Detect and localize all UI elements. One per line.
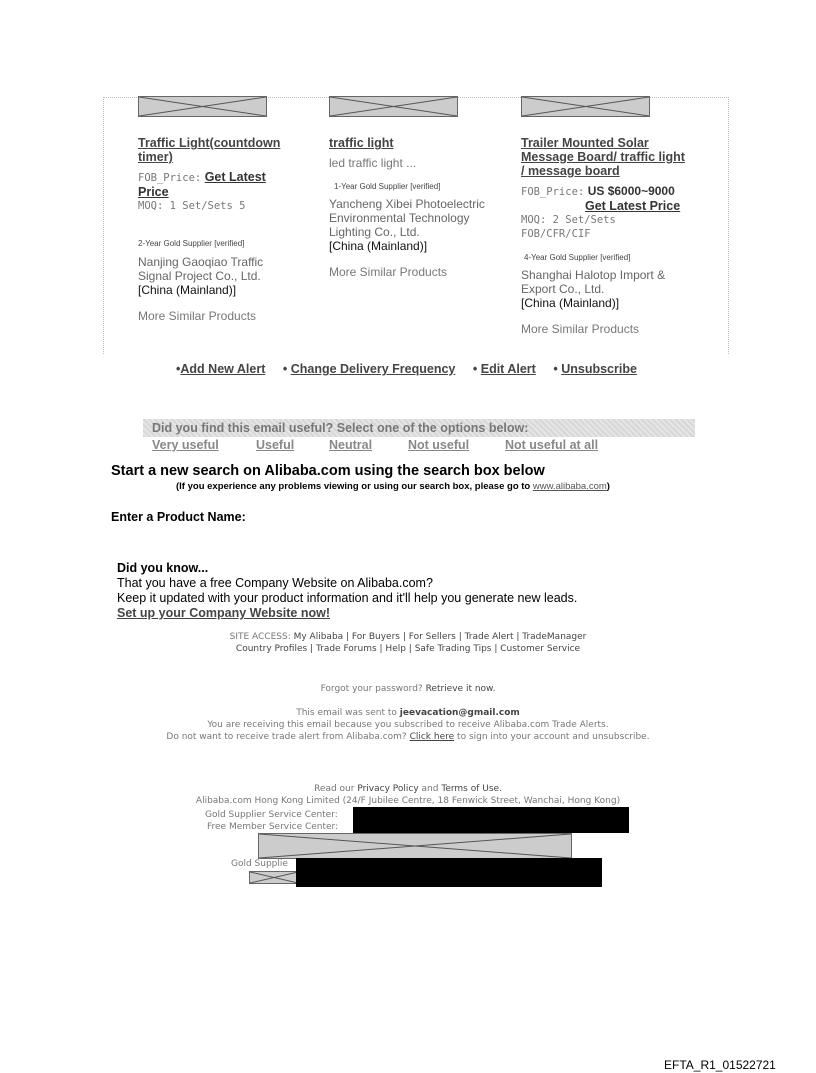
get-latest-price-link[interactable]: Get Latest Price: [585, 199, 681, 213]
alert-actions: [176, 362, 637, 376]
product-card-1: [138, 136, 298, 323]
product-image-placeholder[interactable]: [138, 96, 267, 117]
feedback-not-useful-link[interactable]: Not useful: [408, 438, 470, 452]
fob-label: FOB_Price:: [521, 186, 585, 198]
gold-supplier-partial: Gold Supplie: [231, 859, 288, 869]
footer-image-placeholder: [258, 833, 572, 859]
edit-alert-link[interactable]: Edit Alert: [480, 362, 536, 376]
email-notice: [0, 707, 816, 743]
feedback-neutral-link[interactable]: Neutral: [329, 438, 373, 452]
terms-of-use-link[interactable]: Terms of Use.: [441, 784, 502, 794]
forgot-password: [0, 683, 816, 695]
supplier-badge: 2-Year Gold Supplier [verified]: [138, 239, 245, 248]
fob-price: US $6000~9000: [587, 184, 675, 198]
unsubscribe-link[interactable]: Unsubscribe: [561, 362, 637, 376]
redaction-block: [296, 858, 602, 887]
product-description: led traffic light ...: [329, 156, 417, 170]
change-delivery-frequency-link[interactable]: Change Delivery Frequency: [290, 362, 456, 376]
forgot-password-text: Forgot your password?: [320, 684, 423, 694]
setup-company-website-link[interactable]: Set up your Company Website now!: [117, 606, 330, 620]
search-heading: Start a new search on Alibaba.com using the search box below: [111, 463, 545, 479]
product-name-label: Enter a Product Name:: [111, 510, 246, 524]
search-note: [176, 481, 610, 492]
site-access-label: SITE ACCESS:: [229, 632, 291, 642]
product-title-link[interactable]: Traffic Light(countdown timer): [138, 136, 281, 164]
company-region: [China (Mainland)]: [329, 239, 428, 253]
company-region: [China (Mainland)]: [521, 296, 620, 310]
did-you-know-line: Keep it updated with your product information and it'll help you generate new leads.: [117, 591, 578, 605]
supplier-badge: 4-Year Gold Supplier [verified]: [524, 253, 631, 262]
product-card-2: [329, 136, 489, 279]
unsubscribe-instruction: to sign into your account and unsubscribe.: [457, 732, 650, 742]
more-similar-products-link[interactable]: More Similar Products: [138, 309, 257, 323]
search-note-end: ): [606, 481, 610, 492]
get-latest-price-link[interactable]: Get Latest Price: [138, 170, 266, 199]
site-access-links-row1[interactable]: My Alibaba | For Buyers | For Sellers | Trade Alert | TradeManager: [293, 632, 587, 642]
sent-to-text: This email was sent to: [296, 708, 397, 718]
recipient-email: jeevacation@gmail.com: [399, 708, 520, 718]
and-text: and: [421, 784, 439, 794]
fob-label: FOB_Price:: [138, 172, 202, 184]
site-access-links: [0, 631, 816, 655]
retrieve-password-link[interactable]: Retrieve it now.: [425, 684, 496, 694]
bullet: •: [176, 362, 181, 376]
free-service-center-label: Free Member Service Center:: [207, 822, 339, 832]
add-new-alert-link[interactable]: Add New Alert: [180, 362, 266, 376]
product-title-link[interactable]: Trailer Mounted Solar Message Board/ traffic light / message board: [521, 136, 685, 178]
feedback-useful-link[interactable]: Useful: [256, 438, 295, 452]
search-note-text: (If you experience any problems viewing or using our search box, please go to: [176, 481, 531, 492]
site-access-links-row2[interactable]: Country Profiles | Trade Forums | Help | Safe Trading Tips | Customer Service: [235, 644, 581, 654]
company-name[interactable]: Yancheng Xibei Photoelectric Environmental Technology Lighting Co., Ltd.: [329, 197, 485, 239]
click-here-link[interactable]: Click here: [409, 732, 455, 742]
receiving-reason: You are receiving this email because you subscribed to receive Alibaba.com Trade Alerts.: [207, 720, 609, 730]
bullet: •: [282, 362, 288, 376]
product-title-link[interactable]: traffic light: [329, 136, 394, 150]
trade-terms: FOB/CFR/CIF: [521, 228, 591, 240]
feedback-question: Did you find this email useful? Select one of the options below:: [143, 419, 695, 437]
company-name[interactable]: Shanghai Halotop Import & Export Co., Ltd.: [521, 268, 666, 296]
did-you-know-line: That you have a free Company Website on Alibaba.com?: [117, 576, 433, 590]
product-image-placeholder[interactable]: [329, 96, 458, 117]
supplier-badge: 1-Year Gold Supplier [verified]: [334, 182, 441, 191]
feedback-not-useful-at-all-link[interactable]: Not useful at all: [505, 438, 599, 452]
moq-text: MOQ: 1 Set/Sets 5: [138, 200, 246, 212]
alibaba-home-link[interactable]: www.alibaba.com: [532, 481, 607, 492]
product-card-3: [521, 136, 686, 336]
product-image-placeholder[interactable]: [521, 96, 650, 117]
more-similar-products-link[interactable]: More Similar Products: [521, 322, 640, 336]
footer-small-image-placeholder: [249, 871, 299, 884]
more-similar-products-link[interactable]: More Similar Products: [329, 265, 448, 279]
did-you-know-title: Did you know...: [117, 561, 209, 575]
company-address: Alibaba.com Hong Kong Limited (24/F Jubilee Centre, 18 Fenwick Street, Wanchai, Hong Kong): [195, 796, 621, 806]
bullet: •: [553, 362, 558, 376]
redaction-block: [353, 807, 629, 833]
service-centers: [205, 809, 338, 833]
feedback-very-useful-link[interactable]: Very useful: [152, 438, 219, 452]
legal-notice: [0, 783, 816, 807]
bullet: •: [472, 362, 478, 376]
did-you-know-section: [117, 561, 577, 621]
moq-text: MOQ: 2 Set/Sets: [521, 214, 616, 226]
privacy-policy-link[interactable]: Privacy Policy: [357, 784, 419, 794]
read-our-text: Read our: [314, 784, 355, 794]
company-name[interactable]: Nanjing Gaoqiao Traffic Signal Project Co., Ltd.: [138, 255, 264, 283]
company-region: [China (Mainland)]: [138, 283, 237, 297]
unsubscribe-prompt: Do not want to receive trade alert from Alibaba.com?: [166, 732, 407, 742]
gold-service-center-label: Gold Supplier Service Center:: [205, 810, 338, 820]
document-stamp: EFTA_R1_01522721: [664, 1058, 776, 1072]
